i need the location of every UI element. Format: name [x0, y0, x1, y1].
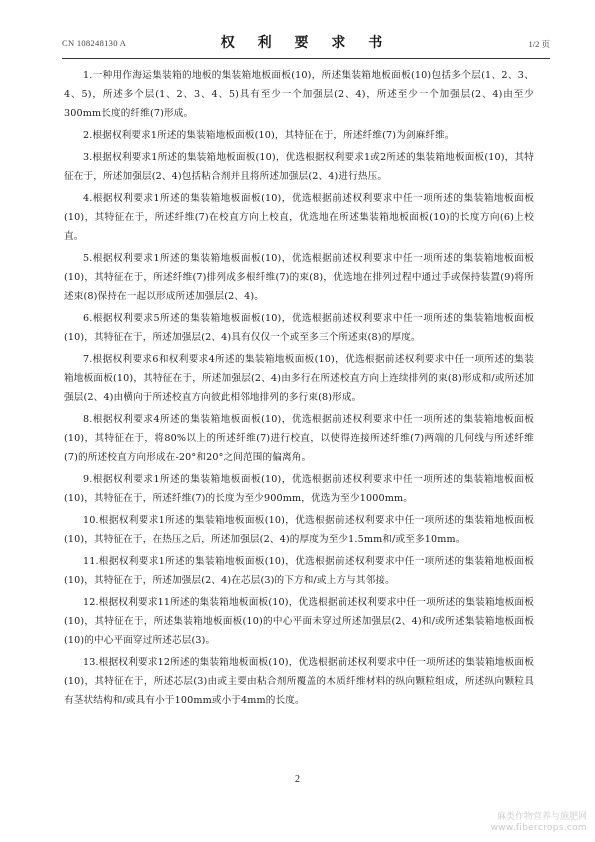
watermark-site-name: 麻类作物营养与施肥网 — [496, 812, 587, 822]
claim-5: 5.根据权利要求1所述的集装箱地板面板(10)，优选根据前述权利要求中任一项所述的集装箱地板面板(10)，其特征在于，所述纤维(7)排列成多根纤维(7)的束(8)，优选地在排列过程中通过手或保持装置(9)将所述束(8)保持在一起以形成所述加强层(2、4)。 — [64, 252, 534, 303]
claims-list — [64, 66, 534, 713]
document-title: 权 利 要 求 书 — [220, 35, 392, 51]
claim-9: 9.根据权利要求1所述的集装箱地板面板(10)，优选根据前述权利要求中任一项所述的集装箱地板面板(10)，其特征在于，所述纤维(7)的长度为至少900mm，优选为至少1000mm。 — [64, 474, 534, 505]
watermark-url: www.fibercrops.com — [490, 823, 587, 833]
claim-4: 4.根据权利要求1所述的集装箱地板面板(10)，优选根据前述权利要求中任一项所述的集装箱地板面板(10)，其特征在于，所述纤维(7)在校直方向上校直，优选地在所述集装箱地板面板(10)的长度方向(6)上校直。 — [64, 192, 534, 243]
claim-6: 6.根据权利要求5所述的集装箱地板面板(10)，优选根据前述权利要求中任一项所述的集装箱地板面板(10)，其特征在于，所述加强层(2、4)具有仅仅一个或至多三个所述束(8)的厚度。 — [64, 312, 534, 344]
page-count: 1/2 页 — [528, 39, 550, 49]
page-header — [62, 32, 550, 54]
publication-number: CN 108248130 A — [62, 38, 127, 48]
claim-2: 2.根据权利要求1所述的集装箱地板面板(10)，其特征在于，所述纤维(7)为剑麻纤维。 — [83, 130, 455, 142]
claim-3: 3.根据权利要求1所述的集装箱地板面板(10)，优选根据权利要求1或2所述的集装箱地板面板(10)，其特征在于，所述加强层(2、4)包括粘合剂并且将所述加强层(2、4)进行热压。 — [64, 151, 534, 183]
claim-8: 8.根据权利要求4所述的集装箱地板面板(10)，优选根据前述权利要求中任一项所述的集装箱地板面板(10)，其特征在于，将80%以上的所述纤维(7)进行校直，以使得连接所述纤维(7)两端的几何线与所述纤维(7)的所述校直方向形成在-20°和20°之间范围的偏离角。 — [64, 413, 534, 464]
claim-1: 1.一种用作海运集装箱的地板的集装箱地板面板(10)，所述集装箱地板面板(10)包括多个层(1、2、3、4、5)，所述多个层(1、2、3、4、5)具有至少一个加强层(2、4)，所述至少一个加强层(2、4)由至少300mm长度的纤维(7)形成。 — [64, 70, 534, 120]
claim-12: 12.根据权利要求11所述的集装箱地板面板(10)，优选根据前述权利要求中任一项所述的集装箱地板面板(10)，其特征在于，所述集装箱地板面板(10)的中心平面未穿过所述加强层(2、4)和/或所述集装箱地板面板(10)的中心平面穿过所述芯层(3)。 — [64, 596, 534, 647]
header-divider — [62, 58, 550, 59]
claim-11: 11.根据权利要求1所述的集装箱地板面板(10)，优选根据前述权利要求中任一项所述的集装箱地板面板(10)，其特征在于，所述加强层(2、4)在芯层(3)的下方和/或上方与其邻接。 — [64, 555, 534, 587]
claim-13: 13.根据权利要求12所述的集装箱地板面板(10)，优选根据前述权利要求中任一项所述的集装箱地板面板(10)，其特征在于，所述芯层(3)由或主要由粘合剂所覆盖的木质纤维材料的纵向颗粒组成，所述纵向颗粒具有茎状结构和/或具有小于100mm或小于4mm的长度。 — [64, 656, 534, 707]
claim-10: 10.根据权利要求1所述的集装箱地板面板(10)，优选根据前述权利要求中任一项所述的集装箱地板面板(10)，其特征在于，在热压之后，所述加强层(2、4)的厚度为至少1.5mm和/或至多10mm。 — [64, 514, 534, 546]
page-number: 2 — [295, 774, 300, 785]
watermark — [491, 812, 587, 834]
claim-7: 7.根据权利要求6和权利要求4所述的集装箱地板面板(10)，优选根据前述权利要求中任一项所述的集装箱地板面板(10)，其特征在于，所述加强层(2、4)由多行在所述校直方向上连续排列的束(8)形成和/或所述加强层(2、4)由横向于所述校直方向彼此相邻地排列的多行束(8)形成。 — [64, 353, 534, 404]
